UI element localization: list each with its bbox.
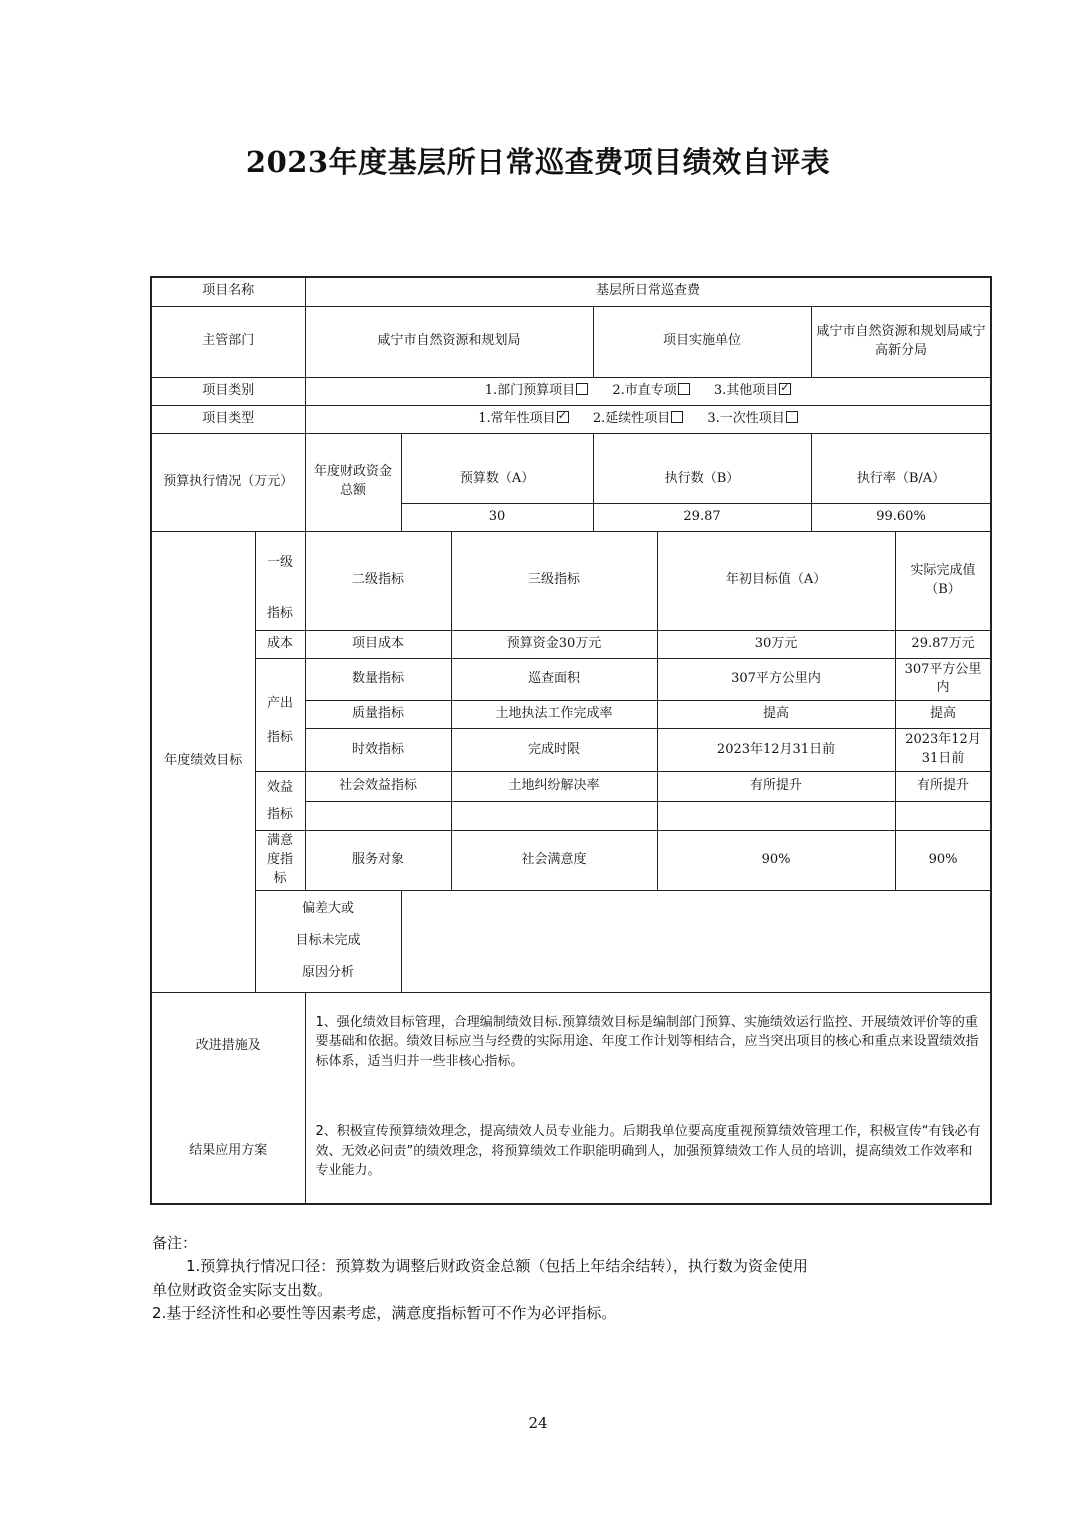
category-label: 项目类别 <box>151 377 305 405</box>
row-l2 <box>305 801 451 830</box>
improve-label: 改进措施及 结果应用方案 <box>151 992 305 1204</box>
satisfaction-label: 满意度指标 <box>255 830 305 890</box>
level1-header: 一级 指标 <box>255 531 305 630</box>
improve-paragraph-1: 1、强化绩效目标管理，合理编制绩效目标.预算绩效目标是编制部门预算、实施绩效运行监控、开展绩效评价等的重要基础和依据。绩效目标应当与经费的实际用途、年度工作计划等相结合，应当突出项目的核心和重点来设置绩效指标体系，适当归并一些非核心指标。 <box>315 1014 979 1069</box>
row-l3: 社会满意度 <box>451 830 657 890</box>
category-option-1: 1.部门预算项目 <box>485 383 588 398</box>
category-option-2: 2.市直专项 <box>612 383 689 398</box>
row-actual: 29.87万元 <box>895 630 991 658</box>
output-label: 产出 指标 <box>255 658 305 771</box>
budget-a-label: 预算数（A） <box>401 433 593 503</box>
row-target: 30万元 <box>657 630 895 658</box>
budget-rate-label: 执行率（B/A） <box>811 433 991 503</box>
budget-b-value: 29.87 <box>593 503 811 531</box>
row-l3 <box>451 801 657 830</box>
dept-value: 咸宁市自然资源和规划局 <box>305 306 593 377</box>
level3-header: 三级指标 <box>451 531 657 630</box>
row-actual <box>895 801 991 830</box>
row-target: 有所提升 <box>657 771 895 801</box>
evaluation-table <box>150 276 992 1205</box>
improve-content <box>305 992 991 1204</box>
budget-total-label: 年度财政资金总额 <box>305 433 401 531</box>
row-actual: 有所提升 <box>895 771 991 801</box>
level2-header: 二级指标 <box>305 531 451 630</box>
row-l3: 土地执法工作完成率 <box>451 701 657 729</box>
row-target: 2023年12月31日前 <box>657 729 895 772</box>
page-title: 2023年度基层所日常巡查费项目绩效自评表 <box>245 145 831 179</box>
row-actual: 2023年12月31日前 <box>895 729 991 772</box>
project-name-value: 基层所日常巡查费 <box>305 277 991 306</box>
row-l2: 数量指标 <box>305 658 451 701</box>
impl-unit-label: 项目实施单位 <box>593 306 811 377</box>
row-target: 提高 <box>657 701 895 729</box>
checkbox-icon <box>786 411 798 423</box>
deviation-value <box>401 890 991 992</box>
row-l3: 预算资金30万元 <box>451 630 657 658</box>
deviation-label: 偏差大或 目标未完成 原因分析 <box>255 890 401 992</box>
row-target: 307平方公里内 <box>657 658 895 701</box>
checkbox-icon <box>678 383 690 395</box>
row-actual: 90% <box>895 830 991 890</box>
budget-label: 预算执行情况（万元） <box>151 433 305 531</box>
type-option-1: 1.常年性项目✓ <box>478 411 568 426</box>
row-l3: 巡查面积 <box>451 658 657 701</box>
row-l3: 土地纠纷解决率 <box>451 771 657 801</box>
project-name-label: 项目名称 <box>151 277 305 306</box>
notes-heading: 备注： <box>152 1234 198 1252</box>
category-options <box>305 377 991 405</box>
checked-checkbox-icon <box>779 383 791 395</box>
type-label: 项目类型 <box>151 405 305 433</box>
type-option-3: 3.一次性项目 <box>707 411 797 426</box>
note-1: 1.预算执行情况口径：预算数为调整后财政资金总额（包括上年结余结转），执行数为资金使用 <box>186 1257 808 1276</box>
row-target: 90% <box>657 830 895 890</box>
target-header: 年初目标值（A） <box>657 531 895 630</box>
budget-rate-value: 99.60% <box>811 503 991 531</box>
checkbox-icon <box>576 383 588 395</box>
category-option-3: 3.其他项目✓ <box>714 383 791 398</box>
budget-b-label: 执行数（B） <box>593 433 811 503</box>
actual-header: 实际完成值（B） <box>895 531 991 630</box>
row-actual: 307平方公里内 <box>895 658 991 701</box>
row-l2: 时效指标 <box>305 729 451 772</box>
page-number: 24 <box>528 1414 548 1432</box>
row-l2: 项目成本 <box>305 630 451 658</box>
impl-unit-value: 咸宁市自然资源和规划局咸宁高新分局 <box>811 306 991 377</box>
cost-label: 成本 <box>255 630 305 658</box>
note-2: 2.基于经济性和必要性等因素考虑，满意度指标暂可不作为必评指标。 <box>152 1303 617 1322</box>
row-actual: 提高 <box>895 701 991 729</box>
row-target <box>657 801 895 830</box>
note-1-cont: 单位财政资金实际支出数。 <box>152 1280 333 1299</box>
checkbox-icon <box>671 411 683 423</box>
benefit-label: 效益 指标 <box>255 771 305 830</box>
dept-label: 主管部门 <box>151 306 305 377</box>
row-l3: 完成时限 <box>451 729 657 772</box>
checked-checkbox-icon <box>557 411 569 423</box>
type-option-2: 2.延续性项目 <box>593 411 683 426</box>
improve-paragraph-2: 2、积极宣传预算绩效理念，提高绩效人员专业能力。后期我单位要高度重视预算绩效管理工作，积极宣传“有钱必有效、无效必问责”的绩效理念，将预算绩效工作职能明确到人，加强预算绩效工作人员的培训，提高绩效工作效率和专业能力。 <box>315 1124 981 1179</box>
type-options <box>305 405 991 433</box>
notes <box>152 1232 952 1325</box>
budget-a-value: 30 <box>401 503 593 531</box>
row-l2: 质量指标 <box>305 701 451 729</box>
row-l2: 社会效益指标 <box>305 771 451 801</box>
perf-label: 年度绩效目标 <box>151 531 255 992</box>
row-l2: 服务对象 <box>305 830 451 890</box>
